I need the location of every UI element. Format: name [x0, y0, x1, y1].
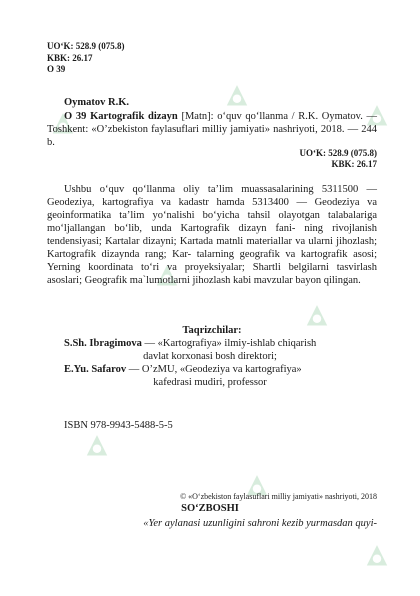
reviewer-2-role: — O’zMU, «Geodeziya va kartografiya» — [128, 364, 302, 375]
section-title: SO‘ZBOSHI — [181, 503, 239, 514]
biblio-rest: [Matn]: o‘quv qo‘llanma / R.K. Oymatov. — Toshkent: «O’zbekiston faylasuflari milliy jamiyati» nashriyoti, 2018. — 244 b. — [47, 111, 378, 148]
kbk-code: KBK: 26.17 — [47, 52, 93, 63]
copyright-notice: © «O‘zbekiston faylasuflari milliy jamiyati» nashriyoti, 2018 — [180, 492, 377, 501]
watermark-logo-icon — [360, 540, 394, 574]
isbn: ISBN 978-9943-5488-5-5 — [64, 420, 173, 431]
bibliographic-record — [47, 110, 377, 149]
biblio-code: O 39 — [64, 111, 87, 122]
right-classification-codes — [247, 148, 377, 170]
abstract-text: Ushbu o‘quv qo‘llanma oliy ta’lim muassasalarining 5311500 — Geodeziya, kartografiya va kadastr hamda 5313400 — Geodeziya va geoinformatika ta’lim yo‘nalishi bo‘yicha tahsil olayotgan talabalariga mo‘ljallangan bo‘lib, unda Kartografik dizayn fani- ning rivojlanish tendensiyasi; Kartalar dizayni; Kartada matnli materiallar va ularni jihozlash; Kartografik dizaynda rang; Kar- talarning geografik va kartografik asosi; Yerning koordinata to‘ri va proyeksiyalar; Shartli belgilarni tasvirlash asoslari; Geografik ma`lumotlarni jihozlash kabi mavzular bayon qilingan. — [47, 184, 377, 286]
classification-codes — [47, 41, 125, 76]
author-name: Oymatov R.K. — [64, 97, 130, 108]
right-udk-code: UO‘K: 528.9 (075.8) — [299, 148, 377, 158]
reviewer-2-role-cont: kafedrasi mudiri, professor — [153, 377, 267, 388]
right-kbk-code: KBK: 26.17 — [331, 159, 377, 169]
udk-code: UO‘K: 528.9 (075.8) — [47, 41, 125, 51]
reviewers-title: Taqrizchilar: — [182, 325, 242, 336]
reviewer-2 — [64, 363, 377, 376]
reviewer-2-name: E.Yu. Safarov — [64, 364, 127, 375]
reviewer-1-role: — «Kartografiya» ilmiy-ishlab chiqarish — [144, 338, 317, 349]
epigraph-quote: «Yer aylanasi uzunligini sahroni kezib yurmasdan quyi- — [143, 518, 377, 529]
watermark-logo-icon — [80, 430, 114, 464]
reviewer-1-role-cont: davlat korxonasi bosh direktori; — [143, 351, 277, 362]
author-mark: O 39 — [47, 64, 66, 74]
reviewer-1-name: S.Sh. Ibragimova — [64, 338, 142, 349]
watermark-logo-icon — [220, 80, 254, 114]
reviewer-1 — [64, 337, 377, 350]
biblio-title: Kartografik dizayn — [90, 111, 178, 122]
